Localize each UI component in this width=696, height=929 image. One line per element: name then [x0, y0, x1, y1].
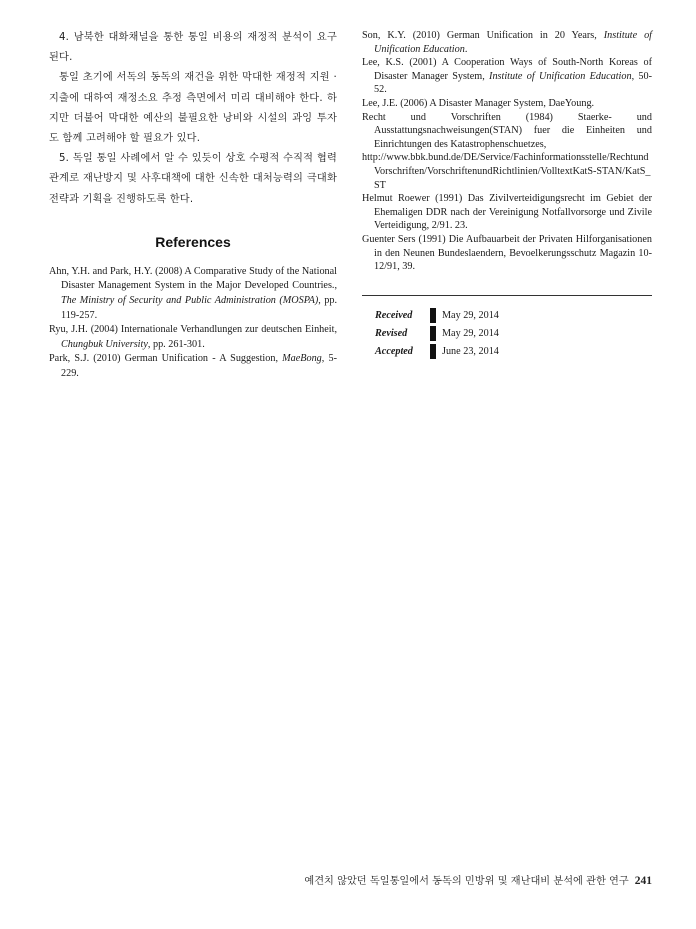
left-column	[49, 0, 337, 382]
manuscript-history	[365, 306, 499, 360]
reference-entry: Park, S.J. (2010) German Unification - A Suggestion, MaeBong, 5-229.	[49, 353, 337, 379]
reference-entry: Helmut Roewer (1991) Das Zivilverteidigungsrecht im Gebiet der Ehemaligen DDR nach der Vereinigung Notfallvorsorge und Zivile Verteidigung, 2/91. 23.	[362, 193, 652, 232]
history-date: May 29, 2014	[442, 327, 499, 339]
reference-entry: Guenter Sers (1991) Die Aufbauarbeit der Privaten Hilforganisationen in den Neunen Bundeslaendern, Bevoelkerungsschutz Magazin 10-12/91, 39.	[362, 233, 652, 273]
page-number: 241	[634, 875, 652, 887]
page-footer	[304, 872, 652, 887]
reference-entry: Ryu, J.H. (2004) Internationale Verhandlungen zur deutschen Einheit, Chungbuk University, pp. 261-301.	[49, 324, 337, 350]
reference-entry: Ahn, Y.H. and Park, H.Y. (2008) A Comparative Study of the National Disaster Management System in the Major Developed Countries., The Ministry of Security and Public Administration (MOSPA), pp. 119-257.	[49, 265, 338, 321]
conclusion-paragraph-budget: 통일 초기에 서독의 동독의 재건을 위한 막대한 재정적 지원 · 지출에 대하여 재정소요 추정 측면에서 미리 대비해야 한다. 하지만 더불어 막대한 예산의 불필요한 낭비와 시설의 과잉 투자도 함께 고려해야 할 필요가 있다.	[49, 72, 337, 145]
history-bar-marker	[430, 308, 436, 323]
history-label: Revised	[375, 327, 408, 339]
reference-entry: Son, K.Y. (2010) German Unification in 20 Years, Institute of Unification Education.	[362, 30, 652, 55]
left-references-list	[49, 265, 337, 382]
history-bar-marker	[430, 344, 436, 359]
reference-url: http://www.bbk.bund.de/DE/Service/Fachinformationsstelle/RechtundVorschriften/VorschriftenundRichtlinien/VolltextKatS-STAN/KatS_ST	[362, 152, 651, 191]
history-date: May 29, 2014	[442, 309, 499, 321]
history-row-revised	[365, 324, 499, 342]
history-row-received	[365, 306, 499, 324]
conclusion-paragraph-5: 5. 독일 통일 사례에서 알 수 있듯이 상호 수평적 수직적 협력관계로 재난방지 및 사후대책에 대한 신속한 대처능력의 극대화 전략과 기획을 진행하도록 한다.	[49, 153, 337, 205]
references-heading: References	[155, 233, 231, 250]
history-row-accepted	[365, 342, 499, 360]
history-label: Accepted	[375, 345, 413, 357]
right-references-list	[362, 29, 652, 274]
running-title: 예견치 않았던 독일통일에서 동독의 민방위 및 재난대비 분석에 관한 연구	[304, 876, 629, 887]
reference-entry: Recht und Vorschriften (1984) Staerke- und Ausstattungsnachweisungen(STAN) fuer die Einheiten und Einrichtungen des Katastrophenschuetzes,	[362, 111, 652, 150]
korean-conclusions	[49, 28, 337, 210]
history-bar-marker	[430, 326, 436, 341]
reference-entry: Lee, J.E. (2006) A Disaster Manager System, DaeYoung.	[362, 97, 595, 109]
history-label: Received	[375, 309, 413, 321]
history-divider	[362, 295, 652, 296]
reference-entry: Lee, K.S. (2001) A Cooperation Ways of South-North Koreas of Disaster Manager System, Institute of Unification Education, 50-52.	[362, 57, 652, 96]
conclusion-paragraph-4: 4. 남북한 대화채널을 통한 통일 비용의 재정적 분석이 요구된다.	[49, 32, 337, 64]
history-date: June 23, 2014	[442, 345, 499, 357]
